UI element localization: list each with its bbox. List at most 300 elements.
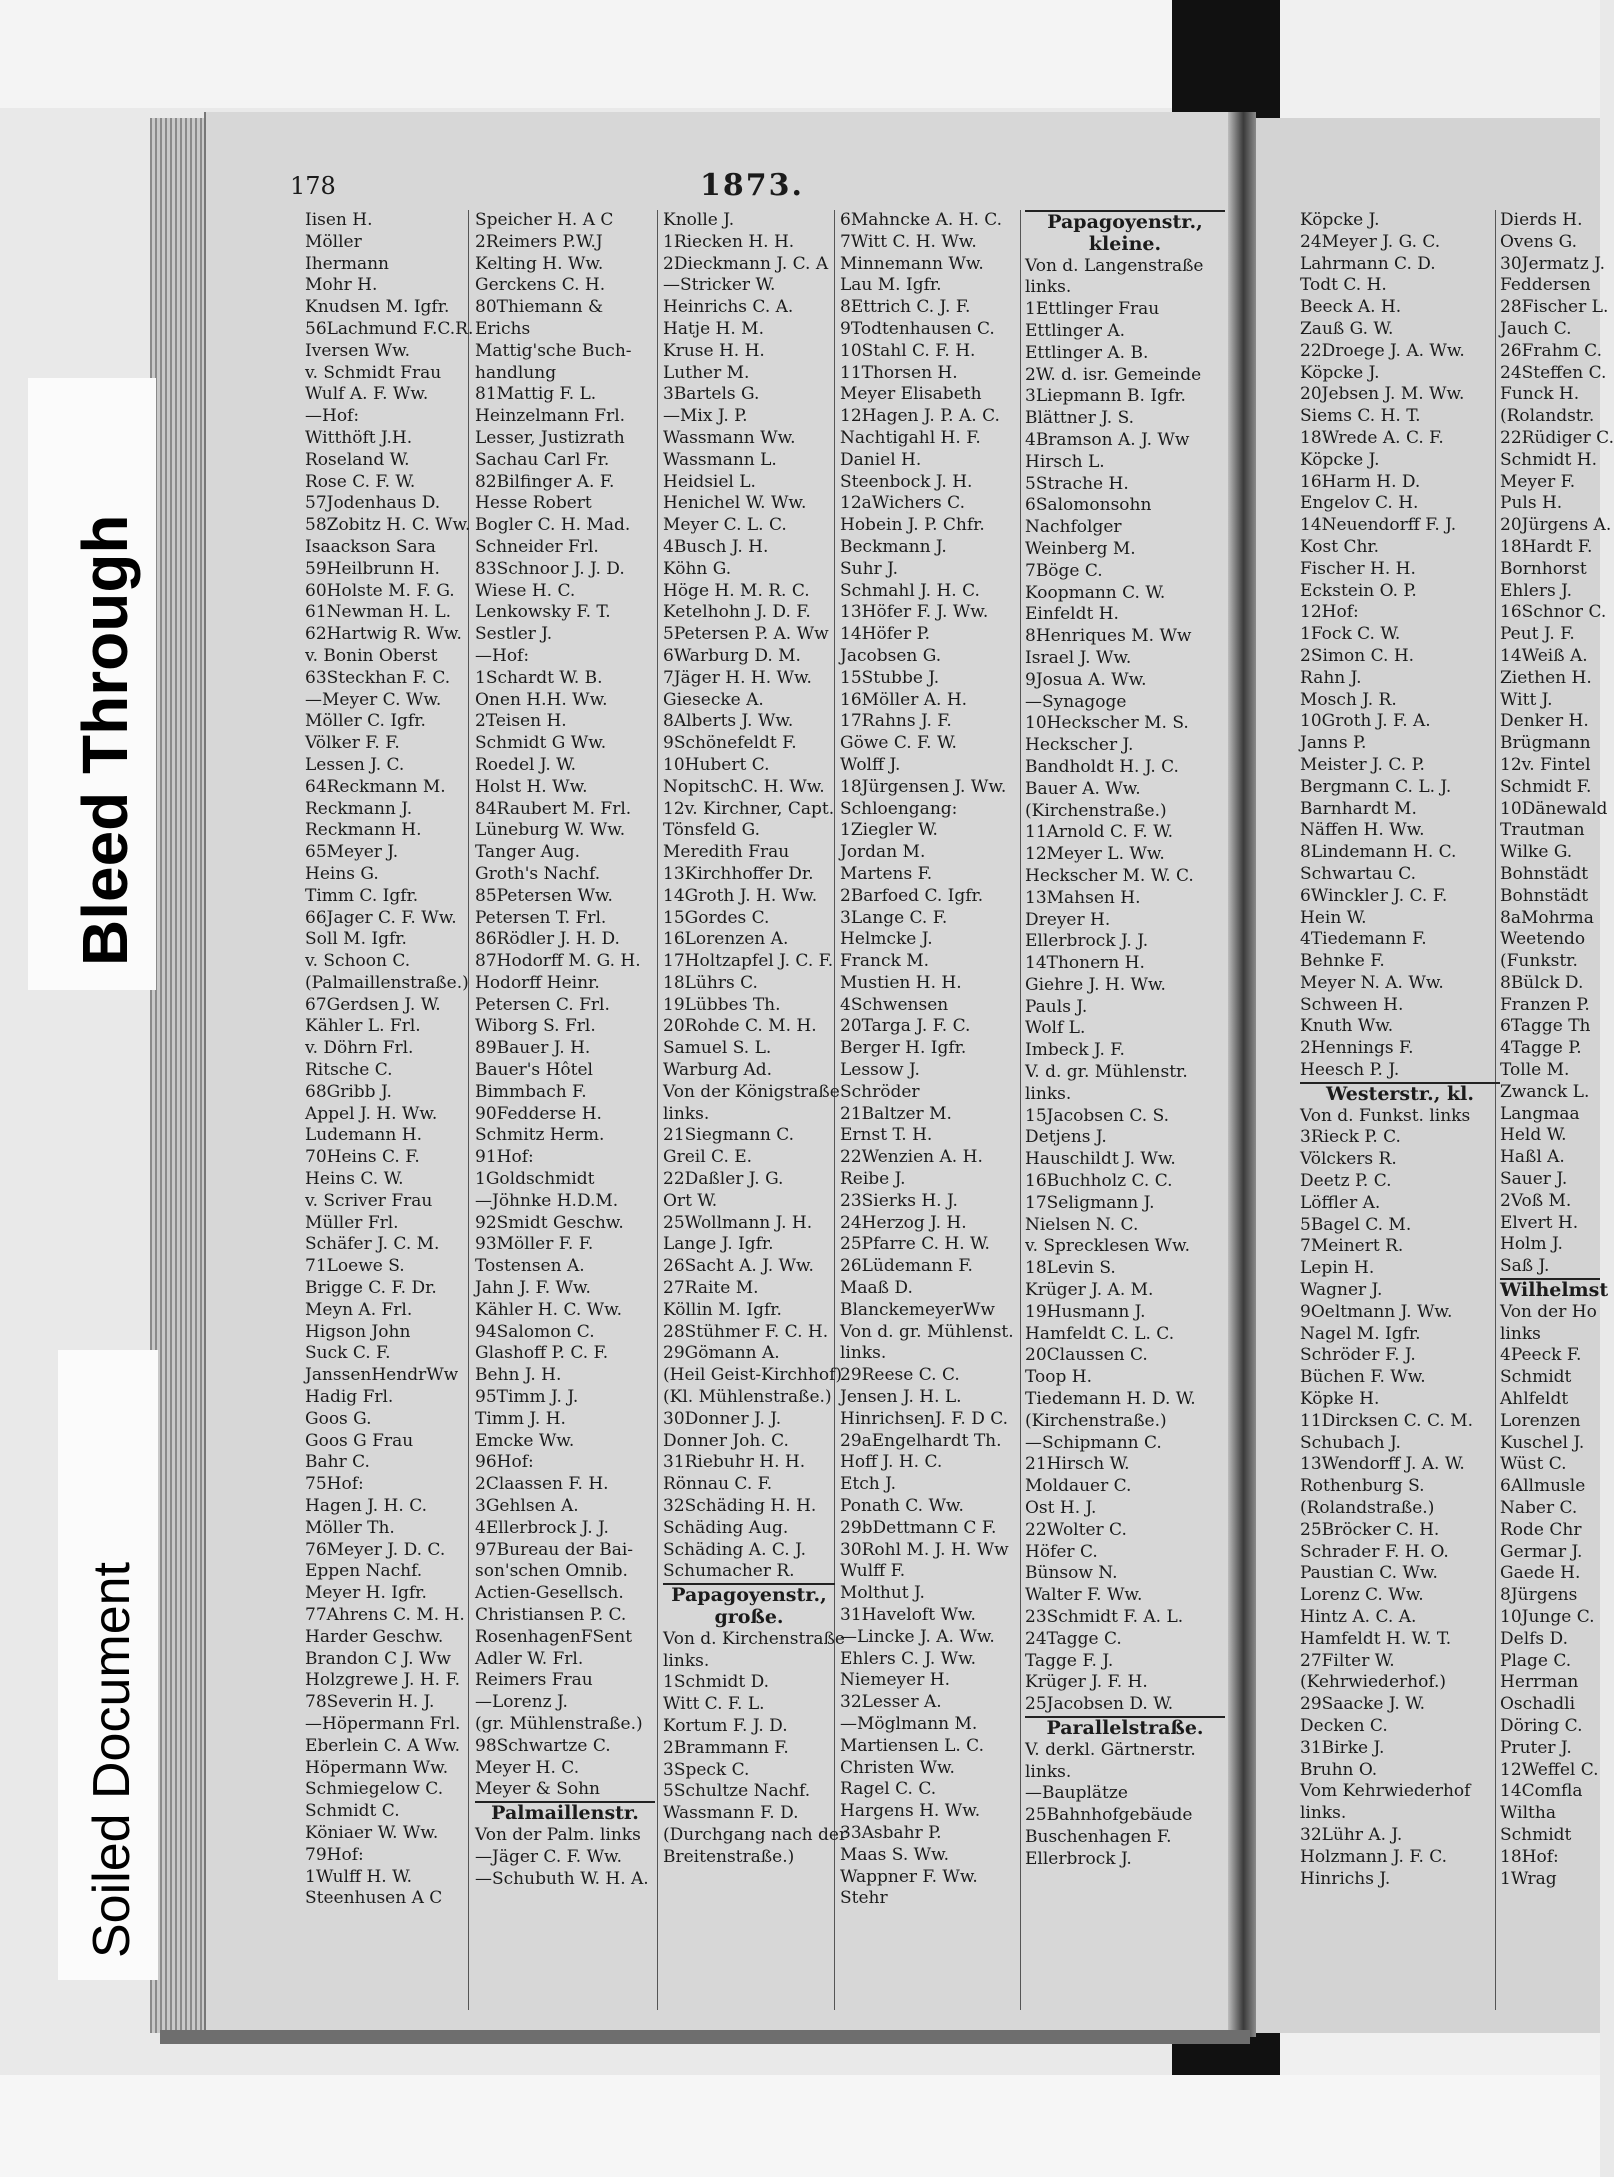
directory-entry: Plage C. <box>1500 1650 1572 1671</box>
directory-entry: Zwanck L. <box>1500 1081 1590 1102</box>
directory-entry: 10Junge C. <box>1500 1607 1595 1627</box>
directory-entry: 31Haveloft Ww. <box>840 1605 976 1625</box>
directory-entry: Denker H. <box>1500 711 1589 732</box>
directory-entry: 5Strache H. <box>1025 473 1129 494</box>
directory-entry: Hinrichs J. <box>1300 1868 1391 1889</box>
directory-entry: Ludemann H. <box>305 1125 422 1146</box>
directory-entry: 12Meyer L. Ww. <box>1025 844 1165 865</box>
directory-entry: Schröder <box>840 1081 920 1102</box>
directory-entry: Luther M. <box>663 362 750 383</box>
directory-entry: Henichel W. Ww. <box>663 493 807 514</box>
directory-entry: Hein W. <box>1300 907 1367 928</box>
directory-entry: 10Stahl C. F. H. <box>840 340 976 361</box>
directory-entry: 96Hof: <box>475 1452 534 1473</box>
directory-entry: Bünsow N. <box>1025 1563 1118 1584</box>
directory-entry: 29Reese C. C. <box>840 1365 960 1386</box>
directory-entry: 65Meyer J. <box>305 842 399 863</box>
directory-entry: Bimmbach F. <box>475 1081 587 1102</box>
directory-entry: 3Liepmann B. Igfr. <box>1025 386 1186 407</box>
directory-entry: Nielsen N. C. <box>1025 1214 1139 1235</box>
directory-entry: 30Rohl M. J. H. Ww <box>840 1539 1009 1560</box>
directory-entry: Giesecke A. <box>663 689 764 710</box>
directory-entry: 5Petersen P. A. Ww <box>663 624 829 645</box>
directory-entry: 25Wollmann J. H. <box>663 1212 813 1233</box>
directory-entry: —Lorenz J. <box>475 1692 568 1713</box>
column-rule <box>657 210 658 2010</box>
directory-entry: Wiese H. C. <box>475 580 576 601</box>
directory-entry: Heins C. W. <box>305 1169 404 1190</box>
directory-entry: Rönnau C. F. <box>663 1474 773 1495</box>
directory-entry: 11Thorsen H. <box>840 362 958 383</box>
directory-entry: Koopmann C. W. <box>1025 582 1166 603</box>
directory-entry: 6Mahncke A. H. C. <box>840 210 1003 230</box>
directory-entry: Germar J. <box>1500 1541 1583 1562</box>
directory-entry: 12Hof: <box>1300 602 1359 623</box>
directory-entry: Wilke G. <box>1500 842 1573 863</box>
directory-entry: 56Lachmund F.C.R. <box>305 318 474 339</box>
directory-entry: Sauer J. <box>1500 1169 1568 1190</box>
directory-entry: Kähler L. Frl. <box>305 1016 421 1037</box>
directory-entry: Soll M. Igfr. <box>305 929 407 950</box>
directory-entry: Hamfeldt H. W. T. <box>1300 1628 1452 1649</box>
directory-entry: BlanckemeyerWw <box>840 1299 995 1320</box>
directory-entry: Meyn A. Frl. <box>305 1299 413 1320</box>
directory-entry: Schneider Frl. <box>475 536 599 557</box>
directory-entry: 14Thonern H. <box>1025 953 1145 974</box>
directory-entry: Tönsfeld G. <box>663 820 761 841</box>
directory-entry: Maas S. Ww. <box>840 1844 950 1865</box>
directory-entry: 18Lührs C. <box>663 972 758 993</box>
directory-entry: Köpcke J. <box>1300 449 1380 470</box>
directory-entry: 16Harm H. D. <box>1300 471 1421 492</box>
directory-entry: Eppen Nachf. <box>305 1561 423 1582</box>
directory-entry: —Hof: <box>305 406 360 427</box>
directory-column-2 <box>475 210 655 1890</box>
directory-entry: Bogler C. H. Mad. <box>475 515 631 536</box>
directory-entry: 24Steffen C. <box>1500 362 1607 383</box>
directory-entry: Lorenzen <box>1500 1410 1581 1431</box>
directory-entry: —Schipmann C. <box>1025 1432 1162 1453</box>
directory-entry: Westerstr., kl. <box>1300 1082 1500 1106</box>
directory-entry: Haßl A. <box>1500 1147 1565 1168</box>
directory-entry: Möller Th. <box>305 1517 395 1538</box>
directory-entry: 2Voß M. <box>1500 1190 1572 1211</box>
directory-entry: —Möglmann M. <box>840 1713 978 1734</box>
directory-entry: Hobein J. P. Chfr. <box>840 515 985 536</box>
directory-entry: 4Tagge P. <box>1500 1038 1582 1059</box>
directory-entry: Kähler H. C. Ww. <box>475 1299 623 1320</box>
directory-entry: Ovens G. <box>1500 231 1578 252</box>
directory-entry: Von d. Funkst. links <box>1300 1105 1471 1126</box>
directory-entry: 8Bülck D. <box>1500 972 1584 993</box>
directory-entry: Hadig Frl. <box>305 1387 394 1408</box>
directory-entry: 2Reimers P.W.J <box>475 231 603 252</box>
directory-entry: Gerckens C. H. <box>475 275 606 296</box>
directory-entry: 2Dieckmann J. C. A <box>663 253 829 274</box>
directory-entry: Weinberg M. <box>1025 538 1136 559</box>
directory-entry: Knuth Ww. <box>1300 1016 1394 1037</box>
directory-entry: (Rolandstr. <box>1500 406 1595 427</box>
directory-entry: Einfeldt H. <box>1025 604 1119 625</box>
directory-entry: Lüneburg W. Ww. <box>475 820 626 841</box>
directory-entry: Meyer C. L. C. <box>663 515 787 536</box>
directory-entry: 8Henriques M. Ww <box>1025 626 1192 647</box>
directory-entry: Pauls J. <box>1025 996 1088 1017</box>
directory-entry: links. <box>1025 1761 1072 1782</box>
directory-entry: Schäding Aug. <box>663 1517 789 1538</box>
directory-entry: 2Teisen H. <box>475 711 567 732</box>
directory-column-5 <box>1025 210 1225 1871</box>
directory-entry: 7Jäger H. H. Ww. <box>663 667 812 688</box>
directory-entry: Pruter J. <box>1500 1737 1572 1758</box>
directory-entry: Lange J. Igfr. <box>663 1234 774 1255</box>
directory-entry: Schmidt <box>1500 1367 1572 1388</box>
directory-entry: Funck H. <box>1500 384 1580 405</box>
directory-entry: 76Meyer J. D. C. <box>305 1539 446 1560</box>
directory-entry: Stehr <box>840 1888 888 1909</box>
directory-entry: Lenkowsky F. T. <box>475 602 611 623</box>
directory-entry: 16Schnor C. <box>1500 602 1607 623</box>
directory-entry: Parallelstraße. <box>1025 1716 1225 1740</box>
directory-entry: Hagen J. H. C. <box>305 1496 427 1517</box>
page-number: 178 <box>290 172 336 200</box>
directory-entry: Von d. Kirchenstraße <box>663 1628 845 1649</box>
directory-entry: 5Bagel C. M. <box>1300 1214 1412 1235</box>
scan-margin-bottom <box>0 2075 1600 2177</box>
directory-entry: 8Lindemann H. C. <box>1300 842 1457 863</box>
directory-column-3 <box>663 210 848 1869</box>
directory-entry: 13Höfer F. J. Ww. <box>840 602 989 623</box>
directory-entry: 90Fedderse H. <box>475 1103 602 1124</box>
directory-entry: Donner Joh. C. <box>663 1430 789 1451</box>
directory-entry: Schmidt F. <box>1500 776 1592 797</box>
directory-entry: 22Wenzien A. H. <box>840 1147 983 1168</box>
directory-entry: 1Goldschmidt <box>475 1169 595 1190</box>
directory-entry: Paustian C. Ww. <box>1300 1563 1438 1584</box>
directory-entry: Lepin H. <box>1300 1258 1375 1279</box>
directory-entry: Ketelhohn J. D. F. <box>663 602 811 623</box>
directory-entry: Bauer A. Ww. <box>1025 778 1141 799</box>
directory-entry: 75Hof: <box>305 1474 364 1495</box>
directory-entry: Heesch P. J. <box>1300 1060 1400 1081</box>
directory-entry: Hamfeldt C. L. C. <box>1025 1323 1175 1344</box>
directory-entry: Deetz P. C. <box>1300 1171 1392 1192</box>
directory-entry: 14Höfer P. <box>840 624 930 645</box>
directory-entry: Minnemann Ww. <box>840 253 984 274</box>
directory-entry: Wiltha <box>1500 1803 1556 1824</box>
directory-entry: Dierds H. <box>1500 210 1583 230</box>
directory-entry: Hodorff Heinr. <box>475 972 600 993</box>
directory-entry: Müller Frl. <box>305 1212 399 1233</box>
directory-entry: 67Gerdsen J. W. <box>305 994 441 1015</box>
directory-entry: Lau M. Igfr. <box>840 275 942 296</box>
directory-entry: 13Wendorff J. A. W. <box>1300 1454 1465 1475</box>
directory-entry: 14Groth J. H. Ww. <box>663 885 818 906</box>
directory-entry: 12Weffel C. <box>1500 1759 1599 1780</box>
directory-entry: Heckscher M. W. C. <box>1025 865 1194 886</box>
directory-entry: 22Rüdiger C. <box>1500 427 1614 448</box>
directory-entry: Ernst T. H. <box>840 1125 933 1146</box>
directory-entry: v. Schmidt Frau <box>305 362 442 383</box>
directory-entry: 21Siegmann C. <box>663 1125 795 1146</box>
directory-entry: 22Droege J. A. Ww. <box>1300 340 1465 361</box>
directory-entry: 1Wulff H. W. <box>305 1866 413 1887</box>
directory-entry: 10Dänewald <box>1500 798 1608 819</box>
directory-entry: Mohr H. <box>305 275 378 296</box>
directory-entry: Büchen F. Ww. <box>1300 1367 1426 1388</box>
directory-entry: Kortum F. J. D. <box>663 1715 788 1736</box>
directory-entry: 2Hennings F. <box>1300 1038 1414 1059</box>
directory-entry: v. Scriver Frau <box>305 1190 433 1211</box>
directory-entry: 98Schwartze C. <box>475 1735 611 1756</box>
directory-entry: Higson John <box>305 1321 411 1342</box>
directory-entry: 27Filter W. <box>1300 1650 1395 1671</box>
directory-entry: Von der Königstraße <box>663 1081 840 1102</box>
directory-entry: 31Birke J. <box>1300 1737 1385 1758</box>
directory-entry: Held W. <box>1500 1125 1567 1146</box>
directory-entry: Schmidt <box>1500 1824 1572 1845</box>
directory-entry: Timm J. H. <box>475 1408 566 1429</box>
directory-entry: 28Fischer L. <box>1500 297 1609 318</box>
directory-entry: Meyer Elisabeth <box>840 384 982 405</box>
directory-entry: Suhr J. <box>840 558 898 579</box>
directory-entry: Schröder F. J. <box>1300 1345 1416 1366</box>
directory-entry: Brigge C. F. Dr. <box>305 1278 437 1299</box>
directory-entry: Greil C. E. <box>663 1147 753 1168</box>
directory-entry: Mattig'sche Buch- <box>475 340 632 361</box>
directory-entry: (Kirchenstraße.) <box>1025 1410 1167 1431</box>
directory-entry: v. Schoon C. <box>305 951 411 972</box>
directory-entry: 89Bauer J. H. <box>475 1038 591 1059</box>
directory-entry: Köpcke J. <box>1300 362 1380 383</box>
directory-entry: Iversen Ww. <box>305 340 411 361</box>
directory-entry: Schmidt H. <box>1500 449 1598 470</box>
directory-entry: Bohnstädt <box>1500 885 1589 906</box>
directory-entry: 9Todtenhausen C. <box>840 318 995 339</box>
directory-entry: (Kirchenstraße.) <box>1025 800 1167 821</box>
directory-entry: Giehre J. H. Ww. <box>1025 974 1166 995</box>
directory-entry: Meyer H. Igfr. <box>305 1583 427 1604</box>
directory-entry: Suck C. F. <box>305 1343 391 1364</box>
directory-entry: Holm J. <box>1500 1234 1563 1255</box>
directory-entry: 14Neuendorff F. J. <box>1300 515 1457 536</box>
directory-entry: Trautman <box>1500 820 1585 841</box>
directory-entry: 19Husmann J. <box>1025 1301 1146 1322</box>
directory-entry: —Schubuth W. H. A. <box>475 1868 649 1889</box>
directory-entry: Detjens J. <box>1025 1127 1107 1148</box>
directory-entry: 8Alberts J. Ww. <box>663 711 794 732</box>
directory-entry: 10Hubert C. <box>663 754 770 775</box>
directory-entry: 1Fock C. W. <box>1300 624 1401 645</box>
directory-column-6 <box>1300 210 1500 1890</box>
directory-entry: Berger H. Igfr. <box>840 1038 967 1059</box>
directory-entry: 3Gehlsen A. <box>475 1496 579 1517</box>
directory-entry: Molthut J. <box>840 1583 925 1604</box>
directory-entry: 26Sacht A. J. Ww. <box>663 1256 814 1277</box>
directory-entry: Reckmann J. <box>305 798 413 819</box>
directory-entry: —Höpermann Frl. <box>305 1713 461 1734</box>
directory-entry: 28Stühmer F. C. H. <box>663 1321 829 1342</box>
directory-entry: Bahr C. <box>305 1452 370 1473</box>
directory-entry: Holzmann J. F. C. <box>1300 1846 1448 1867</box>
directory-entry: 59Heilbrunn H. <box>305 558 440 579</box>
directory-entry: Holst H. Ww. <box>475 776 588 797</box>
directory-entry: 77Ahrens C. M. H. <box>305 1605 465 1625</box>
directory-entry: 30Jermatz J. <box>1500 253 1605 274</box>
directory-entry: Jensen J. H. L. <box>840 1387 962 1408</box>
directory-entry: 18Wrede A. C. F. <box>1300 427 1444 448</box>
directory-entry: Gaede H. <box>1500 1563 1581 1584</box>
directory-entry: (Heil Geist-Kirchhof) <box>663 1365 843 1386</box>
directory-entry: (Rolandstraße.) <box>1300 1498 1435 1519</box>
directory-entry: Schloengang: <box>840 798 958 819</box>
directory-entry: Schwartau C. <box>1300 863 1417 884</box>
directory-entry: 6Salomonsohn <box>1025 495 1152 516</box>
directory-entry: (gr. Mühlenstraße.) <box>475 1713 643 1734</box>
directory-entry: Timm C. Igfr. <box>305 885 419 906</box>
directory-entry: 20Jürgens A. <box>1500 515 1612 536</box>
directory-entry: —Meyer C. Ww. <box>305 689 442 710</box>
directory-entry: 12Hagen J. P. A. C. <box>840 406 1000 427</box>
directory-entry: Reckmann H. <box>305 820 422 841</box>
directory-entry: 7Böge C. <box>1025 560 1103 581</box>
directory-entry: Ponath C. Ww. <box>840 1496 964 1517</box>
directory-entry: Köniaer W. Ww. <box>305 1822 439 1843</box>
directory-entry: Onen H.H. Ww. <box>475 689 608 710</box>
directory-entry: 24Tagge C. <box>1025 1628 1122 1649</box>
directory-entry: Daniel H. <box>840 449 922 470</box>
directory-entry: 70Heins C. F. <box>305 1147 420 1168</box>
directory-entry: Moldauer C. <box>1025 1476 1132 1497</box>
directory-entry: 81Mattig F. L. <box>475 384 597 405</box>
directory-entry: Etch J. <box>840 1474 897 1495</box>
directory-entry: Appel J. H. Ww. <box>305 1103 438 1124</box>
directory-entry: 16Buchholz C. C. <box>1025 1171 1173 1192</box>
directory-entry: Engelov C. H. <box>1300 493 1419 514</box>
directory-entry: Rahn J. <box>1300 667 1362 688</box>
directory-entry: 1Schardt W. B. <box>475 667 603 688</box>
directory-column-1 <box>305 210 485 1910</box>
directory-entry: Schween H. <box>1300 994 1404 1015</box>
directory-entry: Fischer H. H. <box>1300 558 1416 579</box>
directory-entry: kleine. <box>1088 232 1162 255</box>
directory-entry: Rothenburg S. <box>1300 1476 1425 1497</box>
directory-entry: Steenhusen A C <box>305 1888 443 1909</box>
directory-entry: Tostensen A. <box>475 1256 585 1277</box>
directory-entry: Höge H. M. R. C. <box>663 580 810 601</box>
directory-entry: 18Hof: <box>1500 1846 1559 1867</box>
directory-entry: 15Gordes C. <box>663 907 770 928</box>
directory-entry: Möller C. Igfr. <box>305 711 426 732</box>
directory-entry: 9Josua A. Ww. <box>1025 669 1147 690</box>
directory-entry: 63Steckhan F. C. <box>305 667 451 688</box>
directory-entry: Petersen C. Frl. <box>475 994 610 1015</box>
directory-entry: 3Rieck P. C. <box>1300 1127 1401 1148</box>
directory-entry: Tagge F. J. <box>1025 1650 1114 1671</box>
directory-entry: Goos G Frau <box>305 1430 414 1451</box>
directory-entry: Beckmann J. <box>840 536 947 557</box>
directory-entry: Dreyer H. <box>1025 909 1111 930</box>
directory-entry: Schmidt C. <box>305 1801 400 1822</box>
directory-entry: 12aWichers C. <box>840 493 965 514</box>
directory-entry: Schmahl J. H. C. <box>840 580 980 601</box>
directory-entry: Rode Chr <box>1500 1519 1582 1540</box>
directory-entry: Wassmann F. D. <box>663 1803 799 1824</box>
directory-entry: 29Gömann A. <box>663 1343 780 1364</box>
directory-entry: handlung <box>475 362 557 383</box>
directory-entry: 22Daßler J. G. <box>663 1169 784 1190</box>
directory-entry: Wassmann Ww. <box>663 427 796 448</box>
directory-entry: Bornhorst <box>1500 558 1587 579</box>
directory-entry: Imbeck J. F. <box>1025 1040 1125 1061</box>
directory-entry: Ihermann <box>305 253 390 274</box>
directory-entry: 4Tiedemann F. <box>1300 929 1427 950</box>
directory-entry: Speicher H. A C <box>475 210 614 230</box>
directory-entry: Janns P. <box>1300 733 1367 754</box>
directory-entry: 18Hardt F. <box>1500 536 1593 557</box>
book-gutter <box>1228 112 1256 2037</box>
book-page-edges <box>150 118 206 2033</box>
directory-entry: v. Döhrn Frl. <box>305 1038 414 1059</box>
directory-entry: Niemeyer H. <box>840 1670 950 1691</box>
directory-entry: Feddersen <box>1500 275 1591 296</box>
directory-entry: Lorenz C. Ww. <box>1300 1585 1424 1606</box>
directory-entry: 79Hof: <box>305 1844 364 1865</box>
directory-entry: Roedel J. W. <box>475 754 577 775</box>
directory-entry: Ritsche C. <box>305 1060 393 1081</box>
directory-entry: Eberlein C. A Ww. <box>305 1735 461 1756</box>
directory-entry: (Palmaillenstraße.) <box>305 972 469 993</box>
directory-entry: Ehlers J. <box>1500 580 1573 601</box>
directory-entry: 6Tagge Th <box>1500 1016 1591 1037</box>
directory-entry: 29bDettmann C F. <box>840 1517 997 1538</box>
directory-entry: 20Jebsen J. M. Ww. <box>1300 384 1465 405</box>
directory-entry: Buschenhagen F. <box>1025 1826 1172 1847</box>
directory-entry: 4Ellerbrock J. J. <box>475 1517 609 1538</box>
directory-entry: Erichs <box>475 318 531 339</box>
directory-entry: (Kl. Mühlenstraße.) <box>663 1387 832 1408</box>
directory-entry: 19Lübbes Th. <box>663 994 781 1015</box>
directory-entry: Kruse H. H. <box>663 340 765 361</box>
directory-column-4 <box>840 210 1020 1910</box>
directory-entry: Barnhardt M. <box>1300 798 1417 819</box>
directory-entry: 15Stubbe J. <box>840 667 940 688</box>
directory-entry: Mustien H. H. <box>840 972 962 993</box>
directory-entry: Emcke Ww. <box>475 1430 575 1451</box>
directory-entry: 62Hartwig R. Ww. <box>305 624 462 645</box>
directory-entry: 5Schultze Nachf. <box>663 1781 811 1802</box>
directory-entry: Jauch C. <box>1500 318 1572 339</box>
directory-entry: Nachtigahl H. F. <box>840 427 981 448</box>
directory-entry: links. <box>663 1650 710 1671</box>
directory-entry: 6Warburg D. M. <box>663 645 801 666</box>
directory-entry: 8Jürgens <box>1500 1585 1578 1606</box>
directory-entry: links. <box>1300 1803 1347 1824</box>
directory-entry: Zauß G. W. <box>1300 318 1394 339</box>
directory-entry: Wulf A. F. Ww. <box>305 384 429 405</box>
directory-entry: Breitenstraße.) <box>663 1846 795 1867</box>
directory-entry: —Synagoge <box>1025 691 1127 712</box>
directory-entry: Hauschildt J. Ww. <box>1025 1149 1176 1170</box>
directory-entry: Lessen J. C. <box>305 754 405 775</box>
directory-entry: Ellerbrock J. <box>1025 1848 1132 1869</box>
directory-entry: Behn J. H. <box>475 1365 562 1386</box>
directory-entry: Ettlinger A. B. <box>1025 342 1149 363</box>
directory-entry: V. d. gr. Mühlenstr. <box>1025 1062 1188 1083</box>
directory-entry: Heckscher J. <box>1025 735 1134 756</box>
directory-entry: Elvert H. <box>1500 1212 1579 1233</box>
directory-entry: 66Jager C. F. Ww. <box>305 907 457 928</box>
